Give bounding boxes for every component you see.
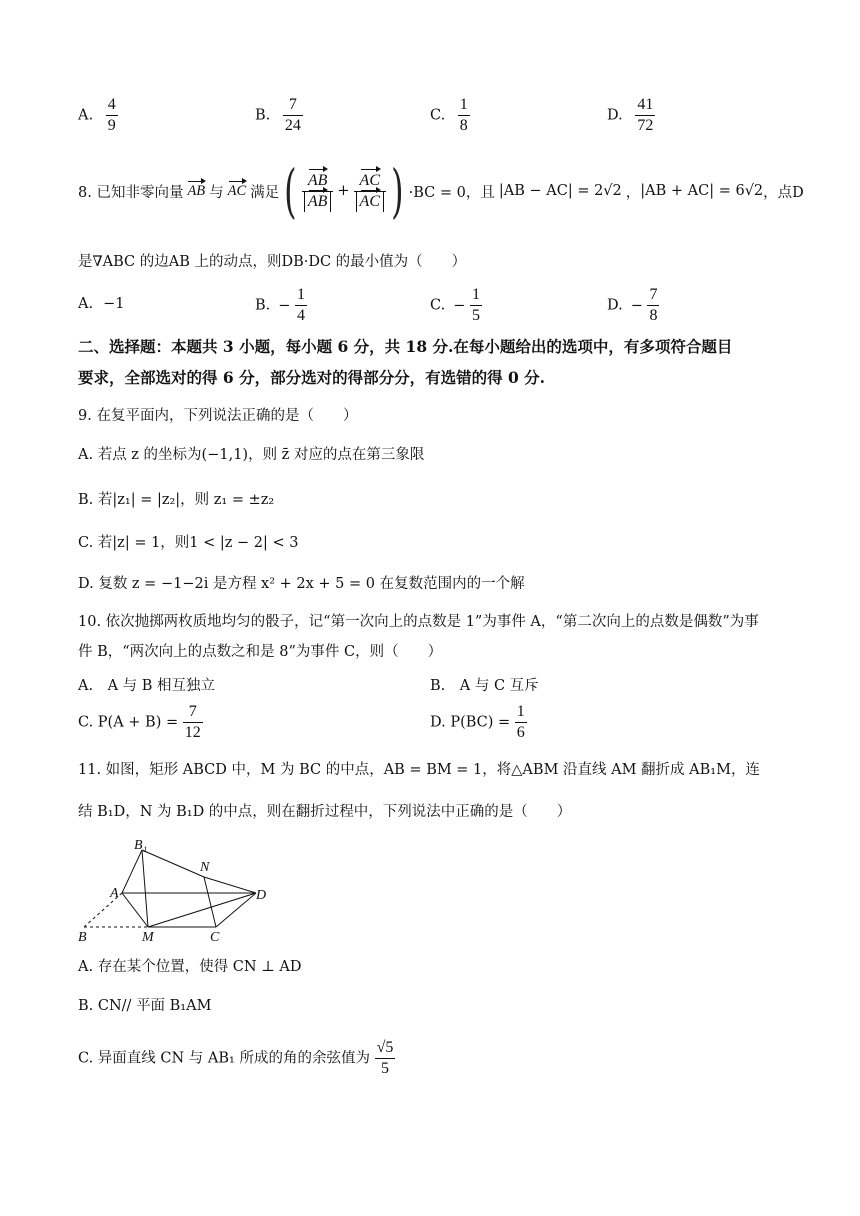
q11-option-b: B. CN// 平面 B₁AM	[78, 998, 212, 1014]
q10-option-c: C. P(A + B) = $\frac{7}{12}$	[78, 703, 201, 741]
edge-b1-m	[142, 850, 148, 927]
label-b: B	[78, 930, 87, 945]
label-a: A	[110, 886, 119, 901]
q11-option-c: C. 异面直线 CN 与 AB₁ 所成的角的余弦值为 $\frac{√5}{5}$	[78, 1039, 394, 1077]
q7-option-c: C. $\frac{1}{8}$	[430, 96, 468, 134]
edge-a-m	[122, 893, 148, 927]
vector-ac: AC	[227, 182, 247, 199]
q9-option-b: B. 若|z₁| = |z₂|，则 z₁ = ±z₂	[78, 492, 275, 508]
edge-m-d	[148, 893, 256, 927]
vector-ab: AB	[187, 182, 206, 199]
edge-b1-n	[142, 850, 204, 877]
q11-stem-line2: 结 B₁D，N 为 B₁D 的中点，则在翻折过程中，下列说法中正确的是（ ）	[78, 804, 572, 820]
q9-option-d: D. 复数 z = −1−2i 是方程 x² + 2x + 5 = 0 在复数范围内的一个解	[78, 576, 525, 592]
fraction: $\frac{4}{9}$	[107, 96, 116, 134]
label-m: M	[142, 930, 154, 945]
label-n: N	[200, 860, 210, 875]
q10-stem-line1: 10. 依次抛掷两枚质地均匀的骰子，记“第一次向上的点数是 1”为事件 A，“第二次向上的点数是偶数”为事	[78, 614, 759, 630]
label-b1: B₁	[134, 838, 148, 853]
q8-option-d: D. − $\frac{7}{8}$	[607, 286, 658, 324]
edge-b1-a	[122, 850, 142, 893]
fraction: $\frac{7}{8}$	[649, 286, 658, 324]
fraction-ac-over-norm: $\frac{AC}{AC}$	[354, 171, 386, 212]
q10-option-b: B. A 与 C 互斥	[430, 678, 539, 694]
section2-heading-line2: 要求，全部选对的得 6 分，部分选对的得部分分，有选错的得 0 分.	[78, 368, 546, 387]
section2-heading-line1: 二、选择题：本题共 3 小题，每小题 6 分，共 18 分.在每小题给出的选项中，有多项符合题目	[78, 337, 733, 356]
q7-option-b: B. $\frac{7}{24}$	[255, 96, 301, 134]
q9-option-c: C. 若|z| = 1，则1 < |z − 2| < 3	[78, 535, 299, 551]
q7-option-d: D. $\frac{41}{72}$	[607, 96, 654, 134]
q9-option-a: A. 若点 z 的坐标为(−1,1)，则 z̄ 对应的点在第三象限	[78, 447, 425, 463]
q11-stem-line1: 11. 如图，矩形 ABCD 中，M 为 BC 的中点，AB = BM = 1，将△ABM 沿直线 AM 翻折成 AB₁M，连	[78, 762, 760, 778]
fraction: $\frac{1}{5}$	[471, 286, 480, 324]
q11-geometry-figure	[76, 835, 276, 945]
q9-stem: 9. 在复平面内，下列说法正确的是（ ）	[78, 408, 358, 424]
right-paren: )	[391, 157, 404, 225]
fraction: $\frac{1}{6}$	[516, 703, 525, 741]
label-c: C	[210, 930, 220, 945]
label-d: D	[256, 888, 267, 903]
fraction: $\frac{√5}{5}$	[376, 1039, 394, 1077]
edge-n-d	[204, 877, 256, 893]
q8-option-b: B. − $\frac{1}{4}$	[255, 286, 306, 324]
fraction: $\frac{1}{4}$	[297, 286, 306, 324]
q10-option-a: A. A 与 B 相互独立	[78, 678, 216, 694]
fraction: $\frac{41}{72}$	[637, 96, 654, 134]
q8-stem-line2: 是∇ABC 的边AB 上的动点，则DB·DC 的最小值为（ ）	[78, 254, 467, 270]
q7-option-a: A. $\frac{4}{9}$	[78, 96, 116, 134]
q10-option-d: D. P(BC) = $\frac{1}{6}$	[430, 703, 525, 741]
fraction: $\frac{7}{12}$	[184, 703, 201, 741]
fraction: $\frac{7}{24}$	[284, 96, 301, 134]
q8-stem-line1: 8. 已知非零向量 AB 与 AC 满足 ( $\frac{AB}{AB}$ + $\frac{AC}{AC}$ ) ·BC = 0，且 |AB − AC| = 2√2 ， |AB + AC| = 6√2 ，点D	[78, 157, 804, 225]
fraction: $\frac{1}{8}$	[459, 96, 468, 134]
q11-option-a: A. 存在某个位置，使得 CN ⊥ AD	[78, 959, 302, 975]
fraction-ab-over-norm: $\frac{AB}{AB}$	[302, 171, 334, 212]
q8-option-a: A. −1	[78, 296, 125, 312]
left-paren: (	[284, 157, 297, 225]
edge-c-d	[216, 893, 256, 927]
edge-n-c	[204, 877, 216, 927]
q10-stem-line2: 件 B，“两次向上的点数之和是 8”为事件 C，则（ ）	[78, 644, 443, 660]
q8-option-c: C. − $\frac{1}{5}$	[430, 286, 480, 324]
